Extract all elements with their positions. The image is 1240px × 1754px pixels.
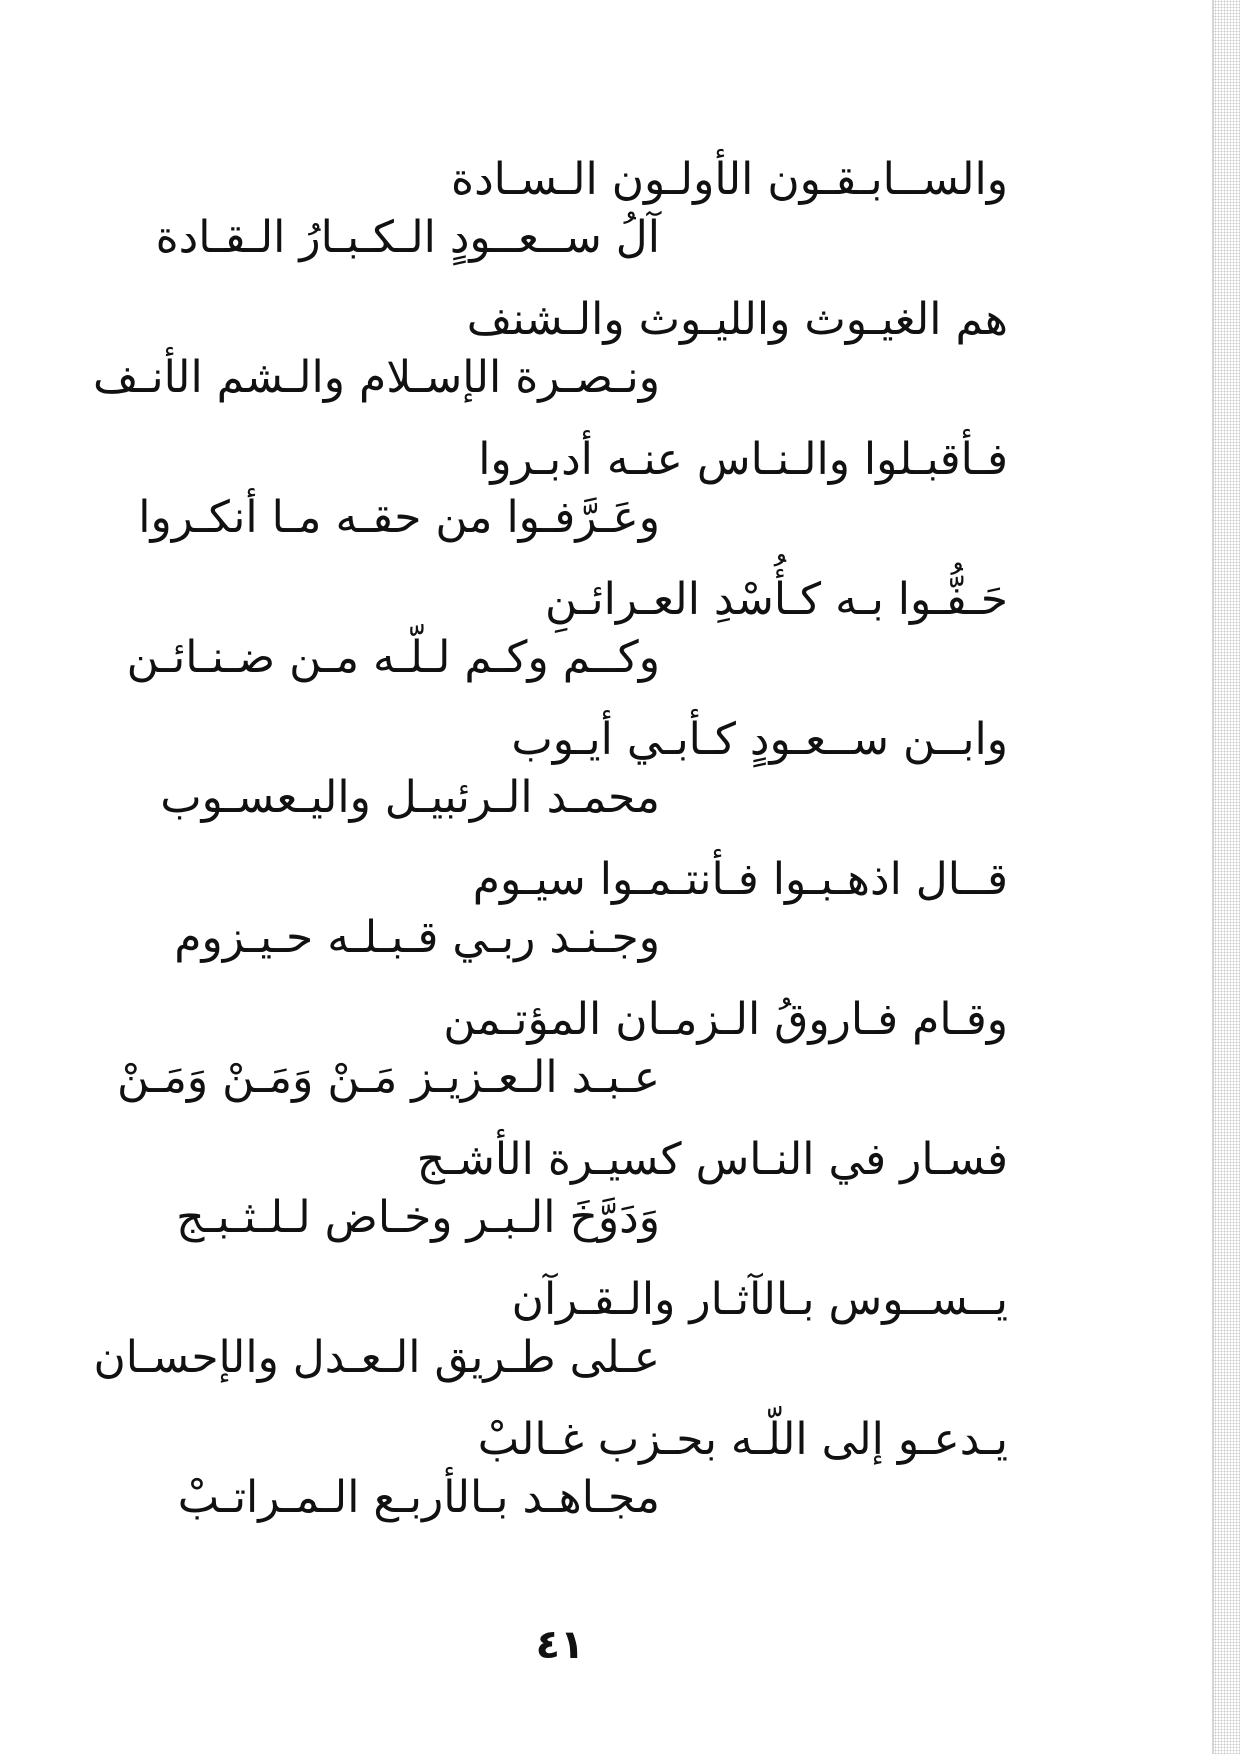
verse-second-hemistich: وجـنـد ربـي قـبـلـه حـيـزوم [174,912,660,963]
verse-first-hemistich: وقـام فـاروقُ الـزمـان المؤتـمن [443,994,1008,1045]
verse-second-hemistich: وعَـرَّفـوا من حقـه مـا أنكـروا [138,492,660,543]
verse [0,290,1240,410]
verse-second-hemistich: عـلى طـريق الـعـدل والإحسـان [93,1332,660,1383]
verse-first-hemistich: يـدعـو إلى اللّـه بحـزب غـالبْ [477,1414,1008,1465]
verse [0,850,1240,970]
verse-second-hemistich: وكــم وكـم لـلّـه مـن ضـنـائـن [126,632,660,683]
page-number: ٤١ [535,1622,585,1668]
verse-first-hemistich: وابــن ســعـودٍ كـأبـي أيـوب [511,714,1008,765]
verse-second-hemistich: وَدَوَّخَ الـبـر وخـاض لـلـثـبـج [176,1192,660,1243]
verse-first-hemistich: هم الغيـوث والليـوث والـشنف [466,294,1008,345]
verse [0,1130,1240,1250]
verse-second-hemistich: محمـد الـرئبيـل واليـعسـوب [160,772,660,823]
verse [0,570,1240,690]
verse-second-hemistich: آلُ ســعــودٍ الـكـبـارُ الـقـادة [155,212,660,263]
verse-second-hemistich: عـبـد الـعـزيـز مَـنْ وَمَـنْ وَمَـنْ [116,1052,660,1103]
verse-first-hemistich: يــســوس بـالآثـار والـقـرآن [511,1274,1008,1325]
verse [0,990,1240,1110]
verse [0,1270,1240,1390]
verse [0,1410,1240,1530]
verse [0,710,1240,830]
verse [0,430,1240,550]
verse-second-hemistich: ونـصـرة الإسـلام والـشم الأنـف [92,352,660,403]
verse-first-hemistich: والســابـقـون الأولـون الـسـادة [451,154,1008,205]
verse-first-hemistich: فـأقبـلوا والـنـاس عنـه أدبـروا [478,434,1008,485]
verse-first-hemistich: قــال اذهـبـوا فـأنتـمـوا سيـوم [472,854,1008,905]
verse [0,150,1240,270]
verse-first-hemistich: فسـار في النـاس كسيـرة الأشـج [416,1134,1008,1185]
verse-second-hemistich: مجـاهـد بـالأربـع الـمـراتـبْ [177,1472,660,1523]
verse-first-hemistich: حَـفُّـوا بـه كـأُسْدِ العـرائـنِ [545,574,1008,625]
